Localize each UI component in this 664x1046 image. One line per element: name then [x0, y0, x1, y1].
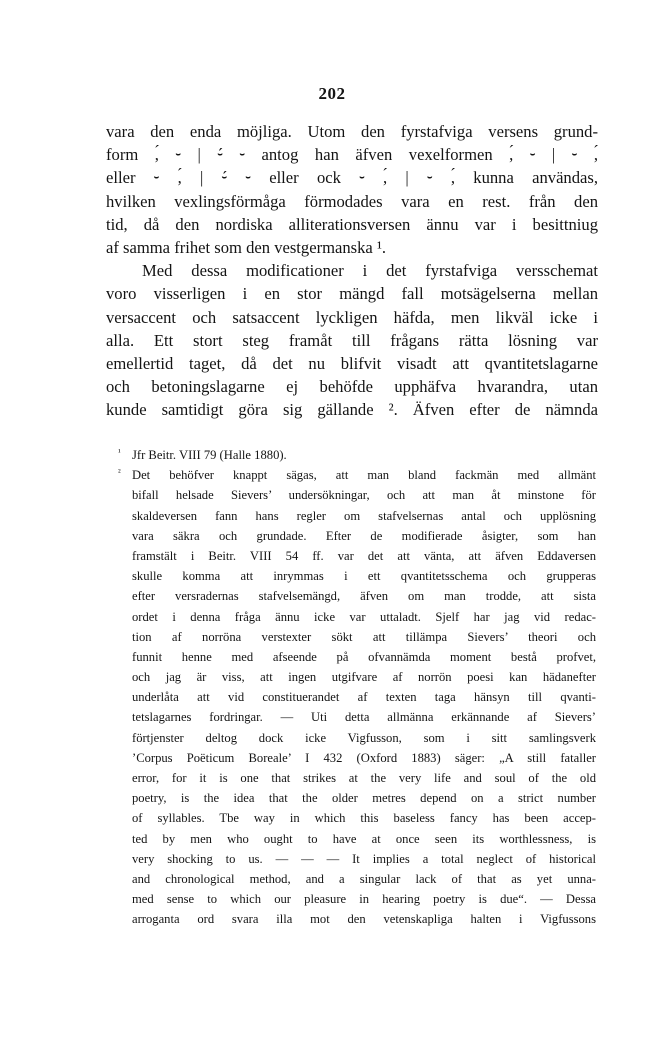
footnote-line: vara säkra och grundade. Efter de modifierade åsigter, som han [132, 528, 596, 543]
text-line: tid, då den nordiska alliterationsversen ännu var i besittniug [106, 214, 598, 234]
text-line: hvilken vexlingsförmåga förmodades vara en rest. från den [106, 191, 598, 211]
footnote-line: ordet i denna fråga ännu icke var uttaladt. Sjelf har jag vid redac- [132, 609, 596, 624]
footnote-line: error, for it is one that strikes at the very life and soul of the old [132, 771, 596, 785]
main-text [106, 120, 598, 421]
footnote-line: tetslagarnes fordringar. — Uti detta allmänna erkännande af Sievers’ [132, 710, 596, 725]
text-line: af samma frihet som den vestgermanska ¹. [106, 237, 387, 257]
text-line: voro visserligen i en stor mängd fall motsägelserna mellan [106, 284, 598, 304]
text-line: kunde samtidigt göra sig gällande ². Äfven efter de nämnda [106, 400, 598, 420]
footnote-line: ’Corpus Poëticum Boreale’ I 432 (Oxford 1883) säger: „A still fataller [132, 750, 596, 765]
footnote-line: funnit henne med afseende på ofvannämda moment bestå profvet, [132, 649, 596, 664]
footnote-line: skulle komma att inrymmas i ett qvantitetsschema och grupperas [132, 569, 596, 584]
footnote-line: and chronological method, and a singular lack of that as yet unna- [132, 871, 596, 886]
footnote-text: Jfr Beitr. VIII 79 (Halle 1880). [132, 448, 287, 462]
footnote-line: med sense to which our pleasure in hearing poetry is due“. — Dessa [132, 892, 596, 907]
footnote-line: of syllables. Tbe way in which this baseless fancy has been accep- [132, 811, 596, 826]
text-line: alla. Ett stort steg framåt till frågans rätta lösning var [106, 330, 598, 350]
text-line: eller ⏑ ,́ | ⏑́ ⏑ eller ock ⏑ ,́ | ⏑ ,́ kunna användas, [106, 168, 598, 188]
footnote-line: very shocking to us. — — — It implies a total neglect of historical [132, 851, 596, 866]
footnote-marker: ² [118, 467, 121, 478]
footnote-line: förtjenster deltog dock icke Vigfusson, som i sitt samlingsverk [132, 730, 596, 745]
footnote-line [118, 445, 596, 465]
footnotes [118, 445, 596, 930]
footnote-marker: ¹ [118, 447, 121, 457]
text-line: och betoningslagarne ej behöfde upphäfva hvarandra, utan [106, 377, 598, 397]
footnote-line: poetry, is the idea that the older metres depend on a strict number [132, 791, 596, 806]
footnote-text: Det behöfver knappt sägas, att man bland fackmän med allmänt [132, 468, 596, 483]
footnote-line: efter versradernas stafvelsemängd, äfven om man trodde, att sista [132, 589, 596, 604]
text-line: Med dessa modificationer i det fyrstafviga versschemat [142, 261, 598, 281]
text-line: versaccent och satsaccent lyckligen häfda, men likväl icke i [106, 307, 598, 327]
footnote-line: ted by men who ought to have at once seen its worthlessness, is [132, 831, 596, 846]
text-line: form ⁠,́ ⏑ | ⏑́ ⏑ antog han äfven vexelformen ,́ ⏑ | ⏑ ,́ [106, 145, 598, 165]
footnote-line: underlåta att vid constituerandet af texten taga hänsyn till qvanti- [132, 690, 596, 705]
footnote-line: framstält i Beitr. VIII 54 ff. var det att vänta, att äfven Eddaversen [132, 548, 596, 563]
footnote-line: tion af norröna verstexter sökt att tillämpa Sievers’ theori och [132, 629, 596, 644]
page-number: 202 [318, 84, 346, 103]
footnote-line: skaldeversen fann hans regler om stafvelsernas antal och upplösning [132, 508, 596, 523]
footnote-line: bifall helsade Sievers’ undersökningar, och att man åt minstone för [132, 488, 596, 503]
footnote-line: arroganta ord svara illa mot den vetenskapliga halten i Vigfussons [132, 912, 596, 927]
footnote-line: och jag är viss, att ingen utgifvare af norrön poesi kan hädanefter [132, 670, 596, 685]
text-line: emellertid taget, då det nu blifvit visadt att qvantitetslagarne [106, 353, 598, 373]
footnote-line [118, 465, 596, 485]
text-line: vara den enda möjliga. Utom den fyrstafviga versens grund- [106, 122, 598, 141]
